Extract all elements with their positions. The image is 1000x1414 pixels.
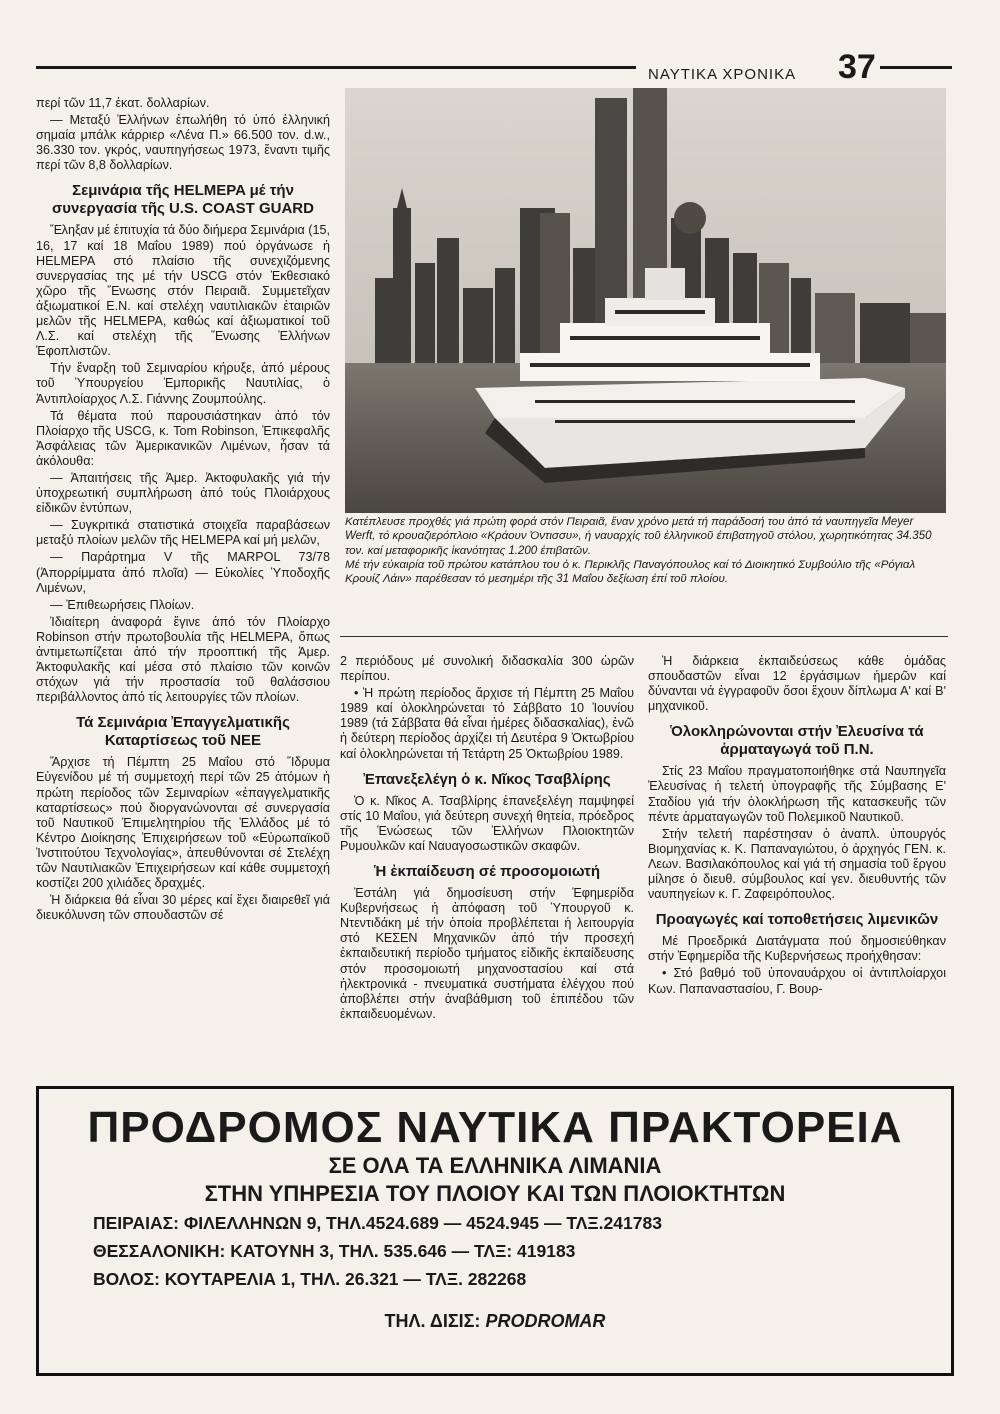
paragraph: — Ἀπαιτήσεις τῆς Ἀμερ. Ἀκτοφυλακῆς γιά τήν ὑποχρεωτική συμπλήρωση ἀπό τούς Πλοιάρχους εἰδικῶν ἐντύπων, (36, 470, 330, 516)
paragraph: Τήν ἔναρξη τοῦ Σεμιναρίου κήρυξε, ἀπό μέρους τοῦ Ὑπουργείου Ἐμπορικῆς Ναυτιλίας, ὁ Ἀντιπλοίαρχος Λ.Σ. Γιάννης Ζουμπούλης. (36, 361, 330, 406)
ad-tagline: ΣΤΗΝ ΥΠΗΡΕΣΙΑ ΤΟΥ ΠΛΟΙΟΥ ΚΑΙ ΤΩΝ ΠΛΟΙΟΚΤΗΤΩΝ (204, 1181, 786, 1206)
paragraph: 2 περιόδους μέ συνολική διδασκαλία 300 ὡρῶν περίπου. (340, 654, 634, 684)
paragraph: Ἰδιαίτερη ἀναφορά ἔγινε ἀπό τόν Πλοίαρχο Robinson στήν πρωτοβουλία τῆς HELMEPA, ὅπως ἀντιμετωπίζεται ἀπό τήν προοπτική τῆς Ἀμερ. Ἀκτοφυλακῆς καί μέσα στό πλαίσιο τῶν κοινῶν στόχων γιά τήν προστασία τοῦ θαλάσσιου περιβάλλοντος ἀπό τίς λειτουργίες τῶν πλοίων. (36, 614, 330, 705)
paragraph: Στίς 23 Μαΐου πραγματοποιήθηκε στά Ναυπηγεῖα Ἐλευσίνας ἡ τελετή ὑπογραφῆς τῆς Σύμβασης Ε' Σταδίου γιά τήν ὁλοκλήρωση τῆς κατασκευῆς τῶν πέντε ἁρματαγωγῶν τοῦ Πολεμικοῦ Ναυτικοῦ. (648, 764, 946, 824)
header-rule-left (36, 66, 636, 69)
caption-text: Κατέπλευσε προχθές γιά πρώτη φορά στόν Πειραιᾶ, ἕναν χρόνο μετά τή παράδοσή του ἀπό τά ναυπηγεῖα Meyer Werft, τό κρουαζιερόπλοιο «Κράουν Ὀντισσυ», ἡ ναυαρχίς τοῦ ἑλληνικοῦ ἐπιβατηγοῦ στόλου, χωρητικότητας 34.350 τον. καί μεταφορικῆς ἱκανότητας 1.200 ἐπιβατῶν. (345, 516, 932, 557)
paragraph: Ὁ κ. Νῖκος Α. Τσαβλίρης ἐπανεξελέγη παμψηφεί στίς 10 Μαΐου, γιά δεύτερη συνεχή θητεία, πρόεδρος τῆς Ἑνώσεως τῶν Ἑλλήνων Πλοιοκτητῶν Ρυμουλκῶν καί Ναυαγοσωστικῶν σκαφῶν. (340, 793, 634, 853)
header-rule-right (880, 66, 952, 69)
ad-address-piraeus: ΠΕΙΡΑΙΑΣ: ΦΙΛΕΛΛΗΝΩΝ 9, ΤΗΛ.4524.689 — 4524.945 — ΤΛΞ.241783 (93, 1213, 662, 1233)
ad-telegraphic-address (39, 1311, 951, 1332)
paragraph: Ἡ διάρκεια ἐκπαιδεύσεως κάθε ὁμάδας σπουδαστῶν εἶναι 12 ἐργάσιμων ἡμερῶν καί δύνανται νά ἐγγραφοῦν ὅσοι ἔχουν δίπλωμα Α' καί Β' μηχανικοῦ. (648, 654, 946, 714)
page-number: 37 (838, 48, 876, 86)
paragraph: Ἄρχισε τή Πέμπτη 25 Μαΐου στό Ἵδρυμα Εὐγενίδου μέ τή συμμετοχή περί τῶν 25 ἀτόμων ἡ πρώτη περίοδος τῶν Σεμιναρίων «ἐπαγγελματικῆς καταρτίσεως» πού διοργανώνονται σέ συνεργασία τοῦ Ναυτικοῦ Ἐπιμελητηρίου τῆς Ἑλλάδος μέ τό Κέντρο Διοίκησης Ἐπιχειρήσεων τοῦ «Εὐρωπαϊκοῦ Ἰνστιτούτου Τεχνολογίας», ἀπευθύνονται σέ Στελέχη τῶν Ναυτιλιακῶν Ἐπιχειρήσεων καί κάθε συμμετοχή κοστίζει 200 χιλιάδες δραχμές. (36, 755, 330, 891)
column-2 (340, 654, 634, 1024)
paragraph: • Στό βαθμό τοῦ ὑποναυάρχου οἱ ἀντιπλοίαρχοι Κων. Παπαναστασίου, Γ. Βουρ- (648, 966, 946, 996)
caption-divider (340, 636, 948, 637)
headline-nee-seminars: Τά Σεμινάρια Ἐπαγγελματικῆς Καταρτίσεως τοῦ ΝΕΕ (76, 714, 290, 750)
ad-address-volos: ΒΟΛΟΣ: ΚΟΥΤΑΡΕΛΙΑ 1, ΤΗΛ. 26.321 — ΤΛΞ. 282268 (93, 1269, 527, 1289)
cruise-ship-photo (345, 88, 946, 513)
paragraph: — Συγκριτικά στατιστικά στοιχεῖα παραβάσεων μεταξύ πλοίων μελῶν τῆς HELMEPA καί μή μελῶν, (36, 518, 330, 548)
headline-tsavliris: Ἐπανεξελέγη ὁ κ. Νῖκος Τσαβλίρης (363, 770, 611, 788)
headline-elefsina: Ὁλοκληρώνονται στήν Ἐλευσίνα τά ἁρματαγωγά τοῦ Π.Ν. (670, 723, 924, 759)
headline-promotions: Προαγωγές καί τοποθετήσεις λιμενικῶν (655, 911, 939, 929)
paragraph: περί τῶν 11,7 ἑκατ. δολλαρίων. (36, 96, 210, 110)
headline-helmepa: Σεμινάρια τῆς HELMEPA μέ τήν συνεργασία τῆς U.S. COAST GUARD (52, 182, 314, 218)
paragraph: Στήν τελετή παρέστησαν ὁ ἀναπλ. ὑπουργός Βιομηχανίας κ. Κ. Παπαναγιώτου, ὁ ἀρχηγός ΓΕΝ. κ. Λεων. Βασιλακόπουλος καί γιά τή σημασία τοῦ ἔργου μίλησε ὁ διευθ. σύμβουλος καί γεν. διευθυντής τῶν ναυπηγείων κ. Γ. Ζαφειρόπουλος. (648, 826, 946, 902)
ad-address-thessaloniki: ΘΕΣΣΑΛΟΝΙΚΗ: ΚΑΤΟΥΝΗ 3, ΤΗΛ. 535.646 — ΤΛΞ: 419183 (93, 1241, 576, 1261)
ad-tel-value: PRODROMAR (485, 1311, 606, 1331)
paragraph: Ἐστάλη γιά δημοσίευση στήν Ἐφημερίδα Κυβερνήσεως ἡ ἀπόφαση τοῦ Ὑπουργοῦ κ. Ντεντιδάκη μέ τήν ὁποία προβλέπεται ἡ λειτουργία στό ΚΕΣΕΝ Μηχανικῶν ἀπό τήν προσεχή ἐκπαιδευτική περίοδο τμήματος εἰδικῆς ἐκπαίδευσης στόν προσομοιωτή μηχανοστασίου καί στά ἠλεκτρονικά - πνευματικά συστήματα ἐλέγχου πού ἀποβλέπει στήν ἀναβάθμιση τοῦ ἐπιπέδου τῶν ἐκπαιδευομένων. (340, 886, 634, 1021)
paragraph: Τά θέματα πού παρουσιάστηκαν ἀπό τόν Πλοίαρχο τῆς USCG, κ. Tom Robinson, Ἐπικεφαλῆς Ἀσφάλειας τῶν Ἀμερικανικῶν Λιμένων, ἦσαν τά ἀκόλουθα: (36, 408, 330, 468)
ad-tel-label: ΤΗΛ. ΔΙΣΙΣ: (384, 1311, 481, 1331)
ad-subtitle: ΣΕ ΟΛΑ ΤΑ ΕΛΛΗΝΙΚΑ ΛΙΜΑΝΙΑ (328, 1153, 662, 1178)
column-3 (648, 654, 946, 999)
paragraph: — Παράρτημα V τῆς MARPOL 73/78 (Ἀπορρίμματα ἀπό πλοῖα) — Εὐκολίες Ὑποδοχῆς Λιμένων, (36, 550, 330, 595)
photo-caption (345, 515, 946, 586)
headline-simulator: Ἡ ἐκπαίδευση σέ προσομοιωτή (373, 863, 601, 881)
journal-name: ΝΑΥΤΙΚΑ ΧΡΟΝΙΚΑ (648, 66, 797, 83)
column-1 (36, 96, 330, 925)
paragraph: — Μεταξύ Ἑλλήνων ἐπωλήθη τό ὑπό ἑλληνική σημαία μπάλκ κάρριερ «Λένα Π.» 66.500 τον. d.w., 36.330 τον. γκρός, ναυπηγήσεως 1973, ἔναντι τιμῆς περί τῶν 8,8 δολλαρίων. (36, 113, 330, 173)
paragraph: • Ἡ πρώτη περίοδος ἄρχισε τή Πέμπτη 25 Μαΐου 1989 καί ὁλοκληρώνεται τό Σάββατο 10 Ἰουνίου 1989 (τά Σάββατα θά εἶναι ἡμέρες διδασκαλίας), ἐνῶ ἡ δεύτερη περίοδος ἀρχίζει τή Δευτέρα 9 Ὀκτωβρίου καί ὁλοκληρώνεται τή Τετάρτη 25 Ὀκτωβρίου 1989. (340, 686, 634, 761)
paragraph: Ἡ διάρκεια θά εἶναι 30 μέρες καί ἔχει διαιρεθεῖ γιά διευκόλυνση τῶν σπουδαστῶν σέ (36, 893, 330, 923)
paragraph: Μέ Προεδρικά Διατάγματα πού δημοσιεύθηκαν στήν Ἐφημερίδα τῆς Κυβερνήσεως προήχθησαν: (648, 934, 946, 964)
paragraph: Ἔληξαν μέ ἐπιτυχία τά δύο διήμερα Σεμινάρια (15, 16, 17 καί 18 Μαΐου 1989) πού ὀργάνωσε ἡ HELMEPA στό πλαίσιο τῆς συνεχιζόμενης συνεργασίας της μέ τήν USCG στόν Ἐκθεσιακό χῶρο τῆς Ἕνωσης στόν Πειραιᾶ. Συμμετεῖχαν ἀξιωματικοί Ε.Ν. καί στελέχη ναυτιλιακῶν ἑταιριῶν μελῶν τῆς HELMEPA, καθώς καί ἀξιωματικοί τοῦ Λ.Σ. καί στελέχη τῆς Ἕνωσης Ἑλλήνων Ἐφοπλιστῶν. (36, 223, 330, 359)
ad-title: ΠΡΟΔΡΟΜΟΣ ΝΑΥΤΙΚΑ ΠΡΑΚΤΟΡΕΙΑ (87, 1103, 903, 1152)
caption-text: Μέ τήν εὐκαιρία τοῦ πρώτου κατάπλου του ὁ κ. Περικλῆς Παναγόπουλος καί τό Διοικητικό Συμβούλιο τῆς «Ρόγιαλ Κρουίζ Λάιν» παρέθεσαν τό μεσημέρι τῆς 31 Μαΐου δεξίωση ἐπί τοῦ πλοίου. (345, 558, 916, 586)
paragraph: — Ἐπιθεωρήσεις Πλοίων. (50, 597, 195, 612)
advertisement-box (36, 1086, 954, 1376)
